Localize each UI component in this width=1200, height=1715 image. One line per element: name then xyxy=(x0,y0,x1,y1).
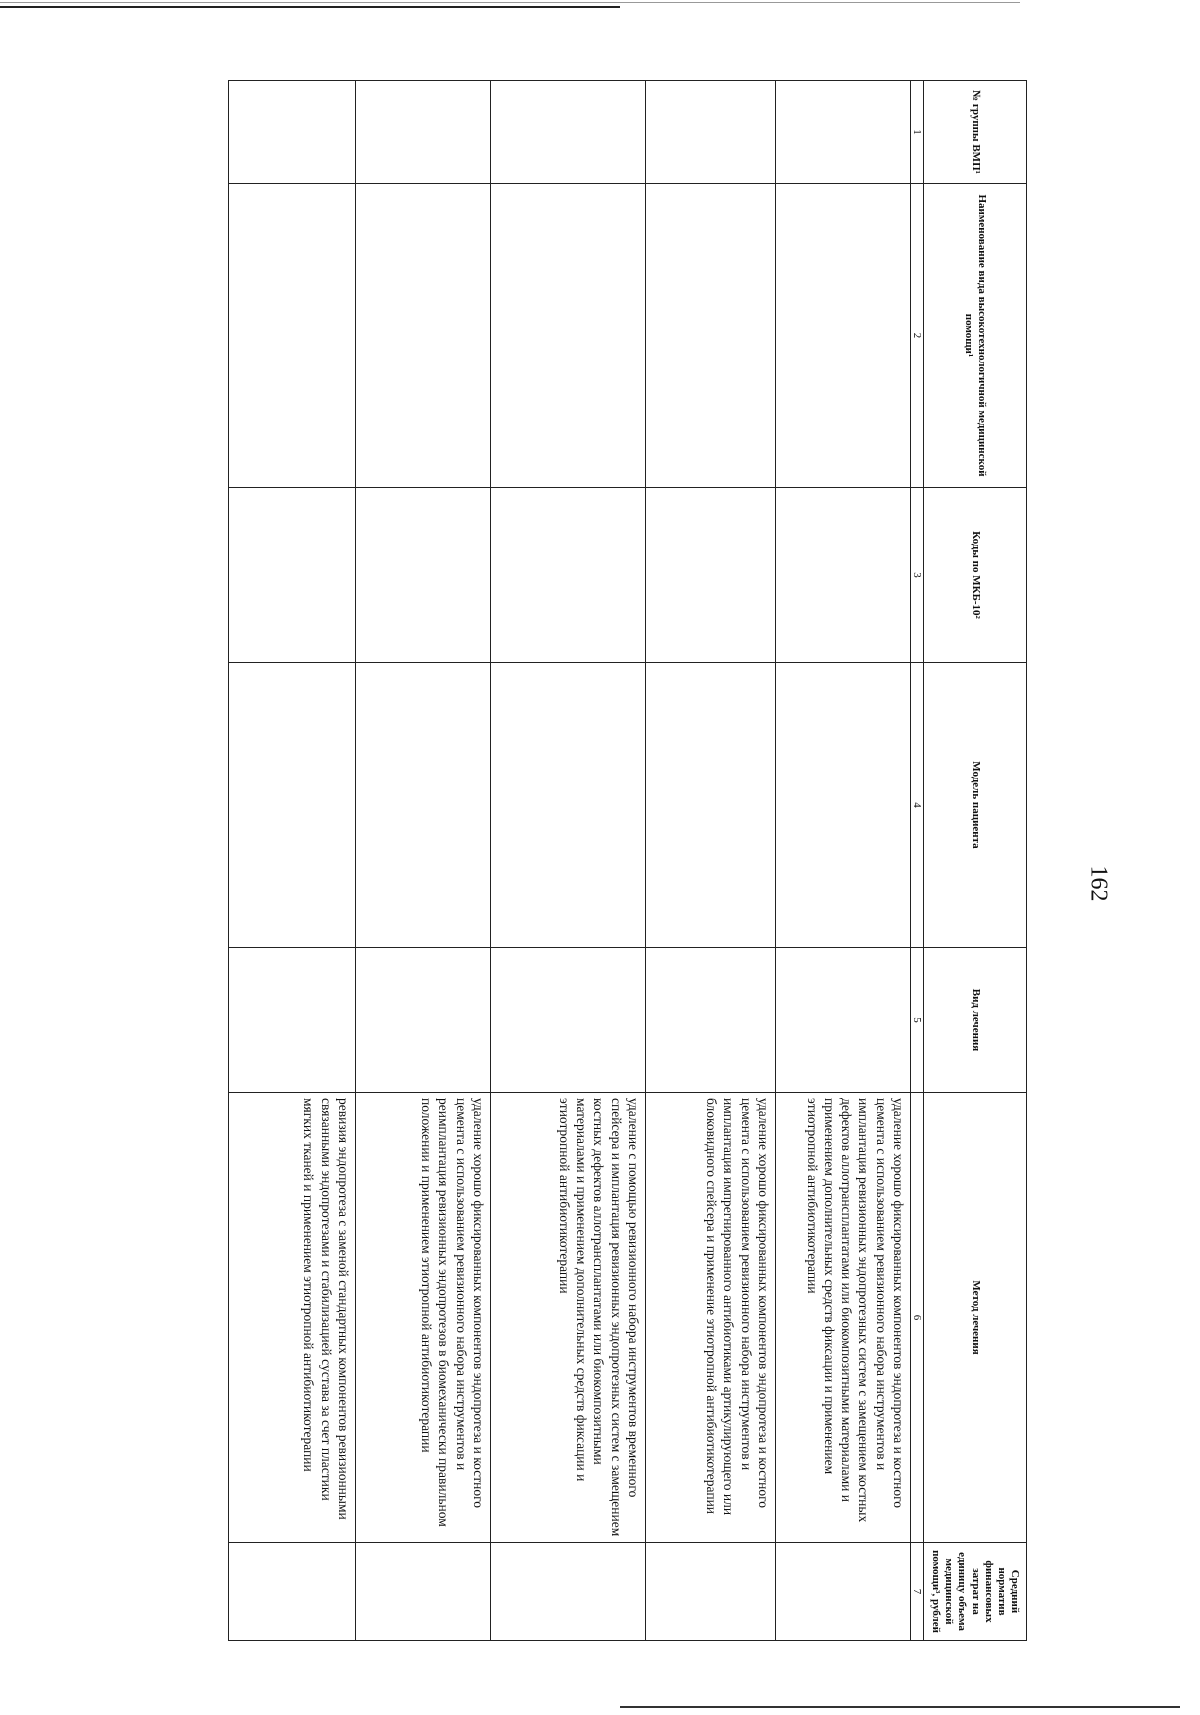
table-row xyxy=(356,81,491,1641)
table-row xyxy=(491,81,646,1641)
treatment-table xyxy=(228,80,1027,1641)
column-number: 5 xyxy=(911,948,924,1093)
header-group-number: № группы ВМП¹ xyxy=(924,81,1027,184)
header-icd-codes: Коды по МКБ-10² xyxy=(924,488,1027,663)
scan-edge-line xyxy=(0,6,620,8)
treatment-method-cell: удаление хорошо фиксированных компонентов эндопротеза и костного цемента с использованием ревизионного набора инструментов и реимплантация ревизионных эндопротезов в биомеханически правильном положении и применением этиотропной антибиотикотерапии xyxy=(356,1093,491,1543)
column-number: 2 xyxy=(911,184,924,488)
column-number: 4 xyxy=(911,663,924,948)
scan-edge-line xyxy=(0,2,1020,3)
header-treatment-type: Вид лечения xyxy=(924,948,1027,1093)
treatment-method-cell: удаление хорошо фиксированных компонентов эндопротеза и костного цемента с использованием ревизионного набора инструментов и имплантация ревизионных эндопротезных систем с замещением костных дефектов аллотрансплантатами или биокомпозитными материалами и применением дополнительных средств фиксации и применением этиотропной антибиотикотерапии xyxy=(776,1093,911,1543)
rotated-page xyxy=(122,80,1027,1633)
treatment-method-cell: ревизия эндопротеза с заменой стандартных компонентов ревизионными связанными эндопротезами и стабилизацией сустава за счет пластики мягких тканей и применением этиотропной антибиотикотерапии xyxy=(229,1093,356,1543)
table-row xyxy=(229,81,356,1641)
table-row xyxy=(776,81,911,1641)
scan-edge-line xyxy=(620,1706,1180,1708)
header-row xyxy=(924,81,1027,1641)
header-treatment-method: Метод лечения xyxy=(924,1093,1027,1543)
treatment-method-cell: удаление хорошо фиксированных компонентов эндопротеза и костного цемента с использованием ревизионного набора инструментов и имплантация импрегнированного антибиотиками артикулирующего или блоковидного спейсера и применение этиотропной антибиотикотерапии xyxy=(646,1093,776,1543)
header-cost-norm: Средний норматив финансовых затрат на единицу объема медицинской помощи³, рублей xyxy=(924,1543,1027,1641)
header-patient-model: Модель пациента xyxy=(924,663,1027,948)
page-number: 162 xyxy=(1085,865,1112,902)
header-care-type: Наименование вида высокотехнологичной медицинской помощи¹ xyxy=(924,184,1027,488)
column-number: 6 xyxy=(911,1093,924,1543)
treatment-method-cell: удаление с помощью ревизионного набора инструментов временного спейсера и имплантация ревизионных эндопротезных систем с замещением костных дефектов аллотрансплантатами или биокомпозитными материалами и применением дополнительных средств фиксации и этиотропной антибиотикотерапии xyxy=(491,1093,646,1543)
table-row xyxy=(646,81,776,1641)
column-number: 1 xyxy=(911,81,924,184)
column-number-row xyxy=(911,81,924,1641)
column-number: 3 xyxy=(911,488,924,663)
column-number: 7 xyxy=(911,1543,924,1641)
